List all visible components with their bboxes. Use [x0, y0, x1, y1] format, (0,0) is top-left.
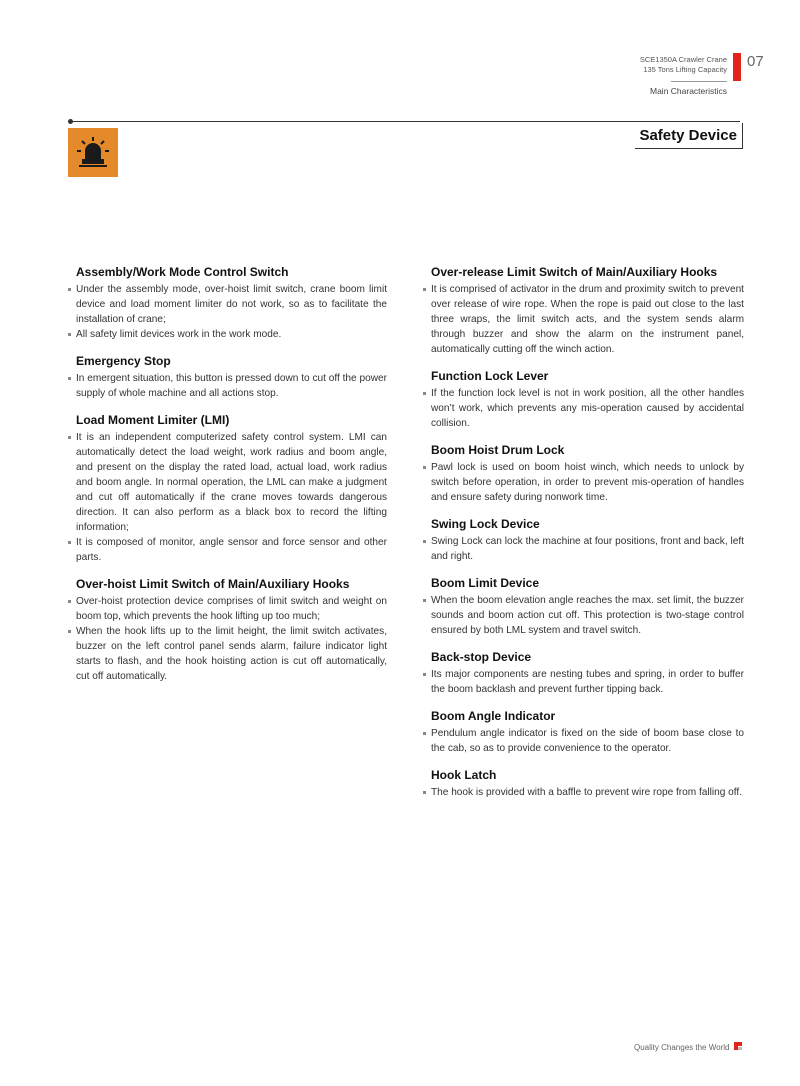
bullet-icon [68, 288, 71, 291]
bullet-item [67, 371, 387, 401]
section-title: Function Lock Lever [431, 369, 549, 383]
bullet-text: Swing Lock can lock the machine at four positions, front and back, left and right. [431, 536, 744, 562]
bullet-item [422, 282, 744, 357]
bullet-list [422, 282, 744, 357]
right-column [422, 265, 744, 812]
bullet-item [422, 785, 744, 800]
bullet-text: Its major components are nesting tubes and spring, in order to buffer the boom backlash and prevent further tipping back. [431, 669, 744, 695]
bullet-item [422, 667, 744, 697]
bullet-item [67, 327, 387, 342]
section-title: Back-stop Device [431, 650, 532, 664]
bullet-list [67, 282, 387, 342]
feature-section [422, 443, 744, 505]
bullet-icon [423, 673, 426, 676]
bullet-item [67, 282, 387, 327]
bullet-item [67, 624, 387, 684]
section-title: Boom Limit Device [431, 576, 540, 590]
section-title: Hook Latch [431, 768, 497, 782]
bullet-text: When the hook lifts up to the limit height, the limit switch activates, buzzer on the left control panel sends alarm, failure indicator light starts to flash, and the hook hoisting action is cut off automatically, cut off automatically. [76, 626, 387, 682]
footer-logo-icon [734, 1042, 742, 1050]
bullet-icon [423, 466, 426, 469]
bullet-list [67, 594, 387, 684]
feature-section [67, 354, 387, 401]
bullet-icon [68, 600, 71, 603]
bullet-text: Pawl lock is used on boom hoist winch, which needs to unlock by switch before operation, in order to prevent mis-operation of handles and ensure safety during nonwork time. [431, 462, 744, 503]
bullet-icon [68, 377, 71, 380]
title-rule [70, 121, 740, 122]
bullet-list [67, 430, 387, 565]
bullet-icon [68, 436, 71, 439]
bullet-item [67, 430, 387, 535]
bullet-text: It is composed of monitor, angle sensor and force sensor and other parts. [76, 537, 387, 563]
page-title-box [635, 123, 743, 149]
bullet-text: Over-hoist protection device comprises of limit switch and weight on boom top, which prevents the hook lifting up too much; [76, 596, 387, 622]
bullet-text: All safety limit devices work in the work mode. [76, 329, 282, 340]
bullet-text: It is comprised of activator in the drum and proximity switch to prevent over release of wire rope. When the rope is paid out close to the last three wraps, the limit switch acts, and the system sends alarm through buzzer and show the alarm on the instrument panel, automatically cutting off the winch action. [431, 284, 744, 355]
page-title: Safety Device [639, 127, 737, 144]
bullet-icon [68, 630, 71, 633]
bullet-list [422, 785, 744, 800]
feature-section [422, 709, 744, 756]
bullet-list [422, 460, 744, 505]
section-title: Emergency Stop [76, 354, 171, 368]
bullet-item [422, 386, 744, 431]
bullet-item [422, 534, 744, 564]
bullet-text: If the function lock level is not in work position, all the other handles won’t work, which prevents any mis-operation caused by accidental collision. [431, 388, 744, 429]
section-title: Boom Hoist Drum Lock [431, 443, 565, 457]
bullet-item [422, 726, 744, 756]
page-marker-bar [733, 53, 741, 81]
bullet-icon [423, 791, 426, 794]
section-title: Load Moment Limiter (LMI) [76, 413, 230, 427]
footer-tagline: Quality Changes the World [634, 1043, 730, 1052]
alarm-beacon-icon [68, 128, 118, 177]
header-capacity: 135 Tons Lifting Capacity [643, 65, 727, 74]
header-section-label: Main Characteristics [650, 86, 727, 96]
feature-section [422, 576, 744, 638]
header-divider [671, 81, 727, 82]
bullet-icon [68, 333, 71, 336]
bullet-list [422, 386, 744, 431]
bullet-item [422, 593, 744, 638]
bullet-list [422, 667, 744, 697]
header-model [640, 55, 727, 75]
bullet-text: The hook is provided with a baffle to prevent wire rope from falling off. [431, 787, 743, 798]
feature-section [67, 265, 387, 342]
section-title: Assembly/Work Mode Control Switch [76, 265, 289, 279]
section-title: Over-hoist Limit Switch of Main/Auxiliary Hooks [76, 577, 350, 591]
bullet-list [422, 593, 744, 638]
bullet-text: Pendulum angle indicator is fixed on the side of boom base close to the cab, so as to provide convenience to the operator. [431, 728, 744, 754]
bullet-list [422, 726, 744, 756]
section-title: Swing Lock Device [431, 517, 540, 531]
feature-section [422, 517, 744, 564]
feature-section [67, 577, 387, 684]
bullet-text: It is an independent computerized safety control system. LMI can automatically detect the load weight, work radius and boom angle, and present on the display the rated load, actual load, work radius and boom angle. In normal operation, the LML can make a judgment and cut off automatically if the crane moves towards dangerous direction. It can also perform as a black box to record the lifting information; [76, 432, 387, 533]
bullet-list [67, 371, 387, 401]
feature-section [422, 768, 744, 800]
bullet-text: Under the assembly mode, over-hoist limit switch, crane boom limit device and load moment limiter do not work, so as to facilitate the installation of crane; [76, 284, 387, 325]
bullet-text: When the boom elevation angle reaches the max. set limit, the buzzer sounds and boom action cut off. This protection is two-stage control ensured by both LML system and travel switch. [431, 595, 744, 636]
page-number: 07 [747, 53, 764, 70]
feature-section [422, 369, 744, 431]
feature-section [422, 650, 744, 697]
bullet-icon [423, 288, 426, 291]
bullet-text: In emergent situation, this button is pressed down to cut off the power supply of whole machine and all actions stop. [76, 373, 387, 399]
bullet-item [422, 460, 744, 505]
section-title: Over-release Limit Switch of Main/Auxiliary Hooks [431, 265, 718, 279]
bullet-item [67, 535, 387, 565]
bullet-icon [423, 540, 426, 543]
feature-section [67, 413, 387, 565]
bullet-icon [423, 599, 426, 602]
feature-section [422, 265, 744, 357]
section-title: Boom Angle Indicator [431, 709, 556, 723]
bullet-icon [68, 541, 71, 544]
bullet-item [67, 594, 387, 624]
header-model-name: SCE1350A Crawler Crane [639, 55, 727, 64]
bullet-icon [423, 732, 426, 735]
bullet-list [422, 534, 744, 564]
left-column [67, 265, 387, 696]
bullet-icon [423, 392, 426, 395]
